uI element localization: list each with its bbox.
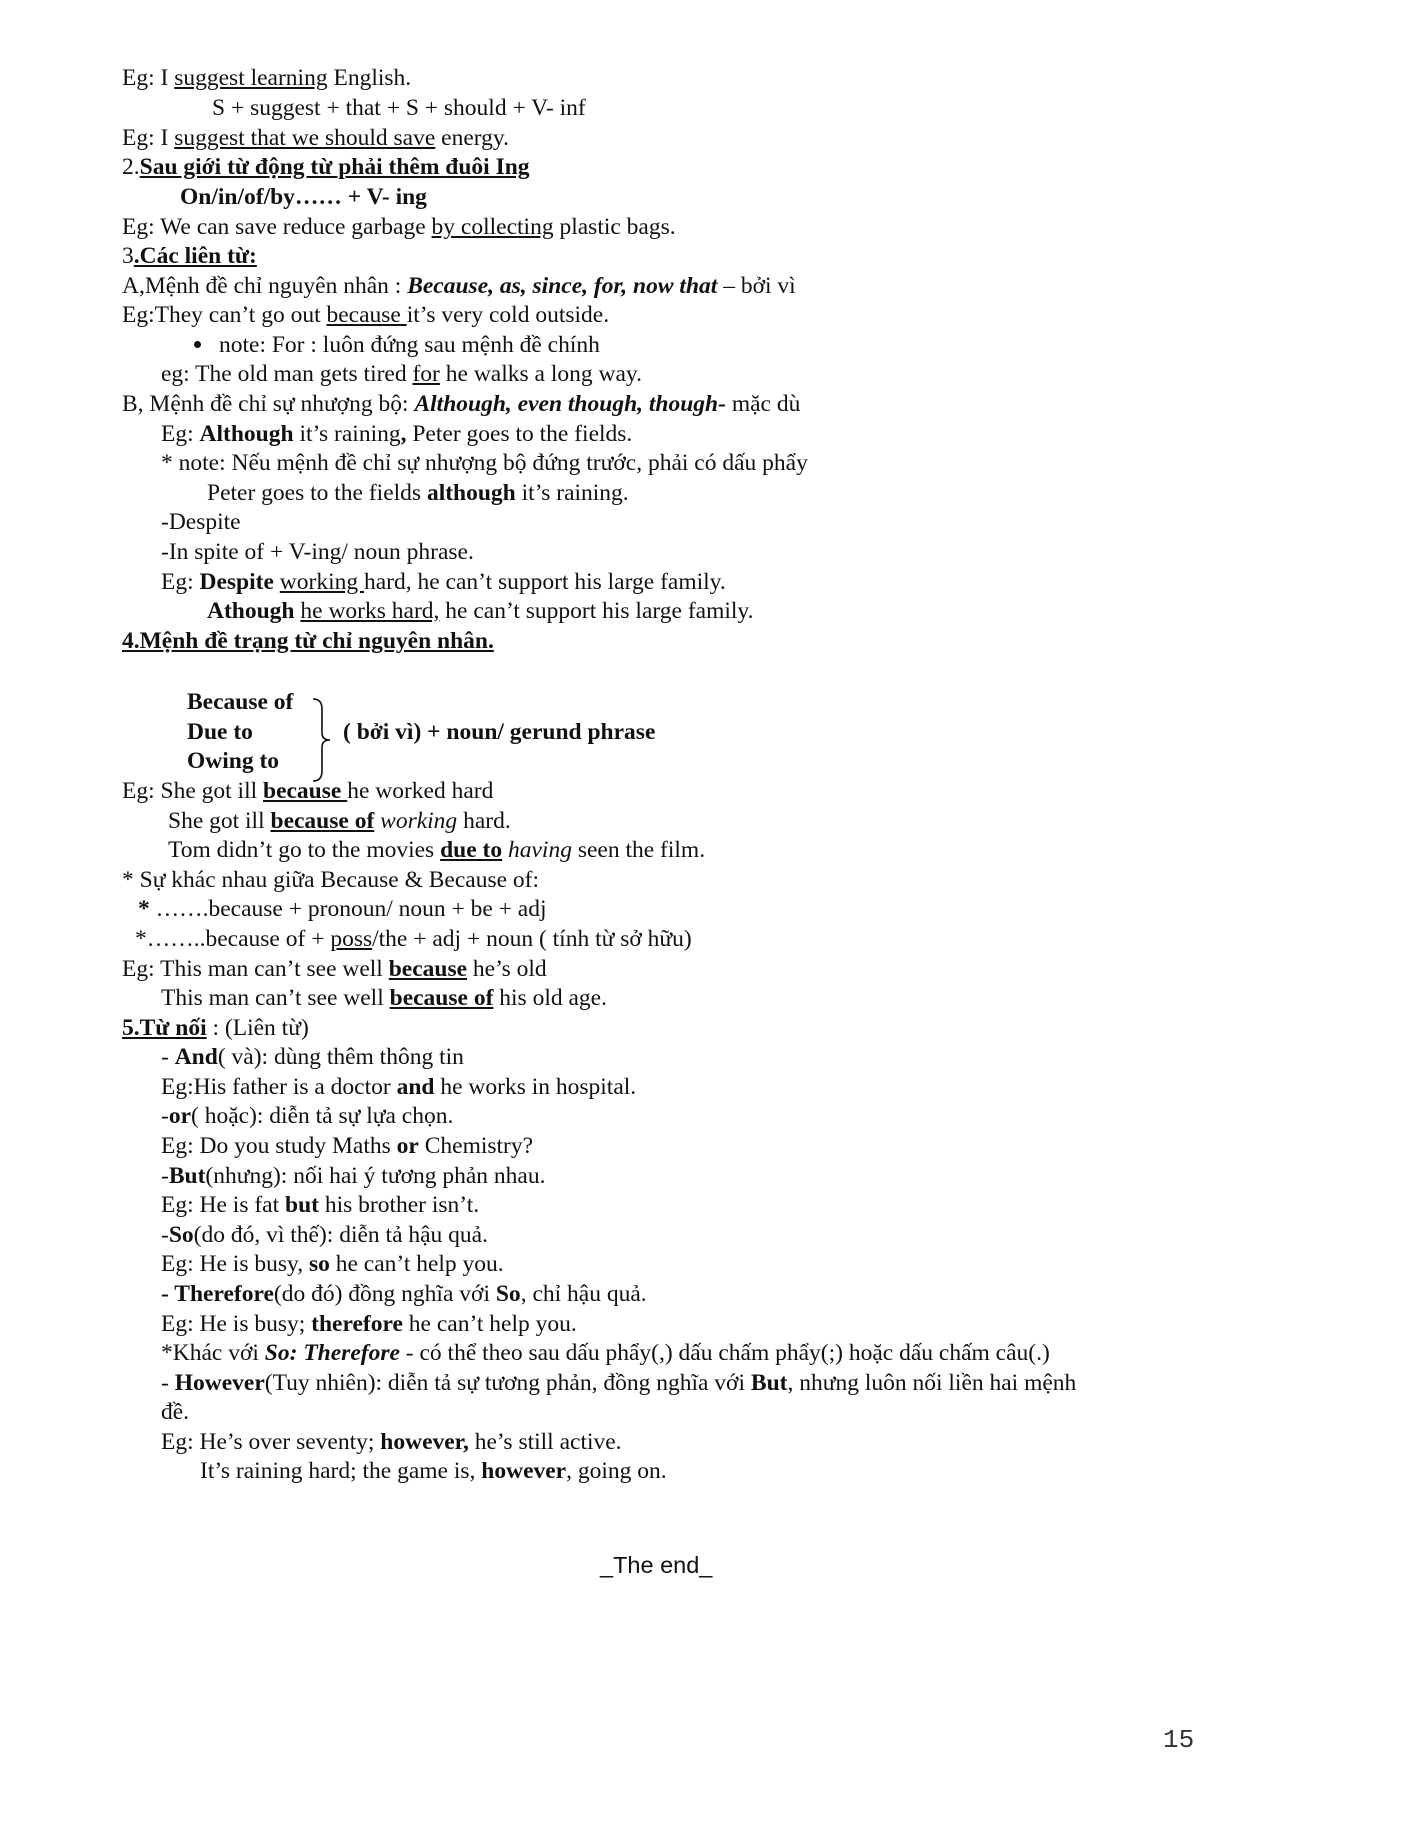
rule-line: * Sự khác nhau giữa Because & Because of: (122, 867, 540, 893)
example-line: It’s raining hard; the game is, however, going on. (200, 1458, 667, 1484)
section-heading-5: 5.Từ nối : (Liên từ) (122, 1015, 309, 1041)
rule-line: -or( hoặc): diễn tả sự lựa chọn. (161, 1103, 454, 1129)
rule-line: -So(do đó, vì thế): diễn tả hậu quả. (161, 1222, 488, 1248)
formula-line: *……..because of + poss/the + adj + noun ( tính từ sở hữu) (135, 926, 692, 952)
formula-line: On/in/of/by…… + V- ing (180, 184, 427, 210)
example-line: Eg: I suggest learning English. (122, 65, 412, 91)
example-line: She got ill because of working hard. (168, 808, 511, 834)
rule-line: - Therefore(do đó) đồng nghĩa với So, chỉ hậu quả. (161, 1281, 647, 1307)
note-line: note: For : luôn đứng sau mệnh đề chính (194, 331, 600, 360)
rule-line: đề. (161, 1399, 190, 1425)
example-line: Eg: She got ill because he worked hard (122, 778, 494, 804)
example-line: Eg: Despite working hard, he can’t support his large family. (161, 569, 726, 595)
example-line: eg: The old man gets tired for he walks a long way. (161, 361, 642, 387)
example-line: Athough he works hard, he can’t support his large family. (207, 598, 754, 624)
connector-item: Because of (187, 689, 294, 715)
example-line: Eg: We can save reduce garbage by collecting plastic bags. (122, 214, 676, 240)
example-line: Eg: This man can’t see well because he’s old (122, 956, 547, 982)
connector-item: Owing to (187, 748, 280, 774)
connector-rule: ( bởi vì) + noun/ gerund phrase (343, 719, 656, 745)
example-line: Peter goes to the fields although it’s raining. (207, 480, 629, 506)
example-line: Eg:They can’t go out because it’s very cold outside. (122, 302, 610, 328)
rule-line: -But(nhưng): nối hai ý tương phản nhau. (161, 1163, 546, 1189)
example-line: Eg: Do you study Maths or Chemistry? (161, 1133, 534, 1159)
example-line: Tom didn’t go to the movies due to having seen the film. (168, 837, 706, 863)
connector-item: Due to (187, 719, 253, 745)
section-heading-2: 2.Sau giới từ động từ phải thêm đuôi Ing (122, 154, 530, 180)
example-line: Eg:His father is a doctor and he works in hospital. (161, 1074, 637, 1100)
end-marker: _The end_ (600, 1552, 713, 1578)
rule-line: -In spite of + V-ing/ noun phrase. (161, 539, 474, 565)
rule-line: B, Mệnh đề chỉ sự nhượng bộ: Although, even though, though- mặc dù (122, 391, 801, 417)
rule-line: - And( và): dùng thêm thông tin (161, 1044, 464, 1070)
example-line: Eg: He is fat but his brother isn’t. (161, 1192, 480, 1218)
example-line: This man can’t see well because of his old age. (161, 985, 607, 1011)
rule-line: A,Mệnh đề chỉ nguyên nhân : Because, as, since, for, now that – bởi vì (122, 273, 796, 299)
section-heading-4: 4.Mệnh đề trạng từ chỉ nguyên nhân. (122, 628, 494, 654)
note-line: *Khác với So: Therefore - có thể theo sau dấu phẩy(,) dấu chấm phẩy(;) hoặc dấu chấm câu(.) (161, 1340, 1050, 1366)
right-brace-icon (310, 697, 336, 783)
rule-line: - However(Tuy nhiên): diễn tả sự tương phản, đồng nghĩa với But, nhưng luôn nối liền hai mệnh (161, 1370, 1077, 1396)
example-line: Eg: Although it’s raining, Peter goes to the fields. (161, 421, 633, 447)
note-line: * note: Nếu mệnh đề chỉ sự nhượng bộ đứng trước, phải có dấu phẩy (161, 450, 808, 476)
formula-line: S + suggest + that + S + should + V- inf (212, 95, 586, 121)
bullet-icon (194, 341, 201, 348)
example-line: Eg: He is busy, so he can’t help you. (161, 1251, 504, 1277)
example-line: Eg: He’s over seventy; however, he’s still active. (161, 1429, 622, 1455)
rule-line: -Despite (161, 509, 241, 535)
example-line: Eg: I suggest that we should save energy. (122, 125, 510, 151)
example-line: Eg: He is busy; therefore he can’t help you. (161, 1311, 577, 1337)
section-heading-3: 3.Các liên từ: (122, 243, 257, 269)
page-number: 15 (1163, 1725, 1195, 1755)
formula-line: * …….because + pronoun/ noun + be + adj (138, 896, 547, 922)
